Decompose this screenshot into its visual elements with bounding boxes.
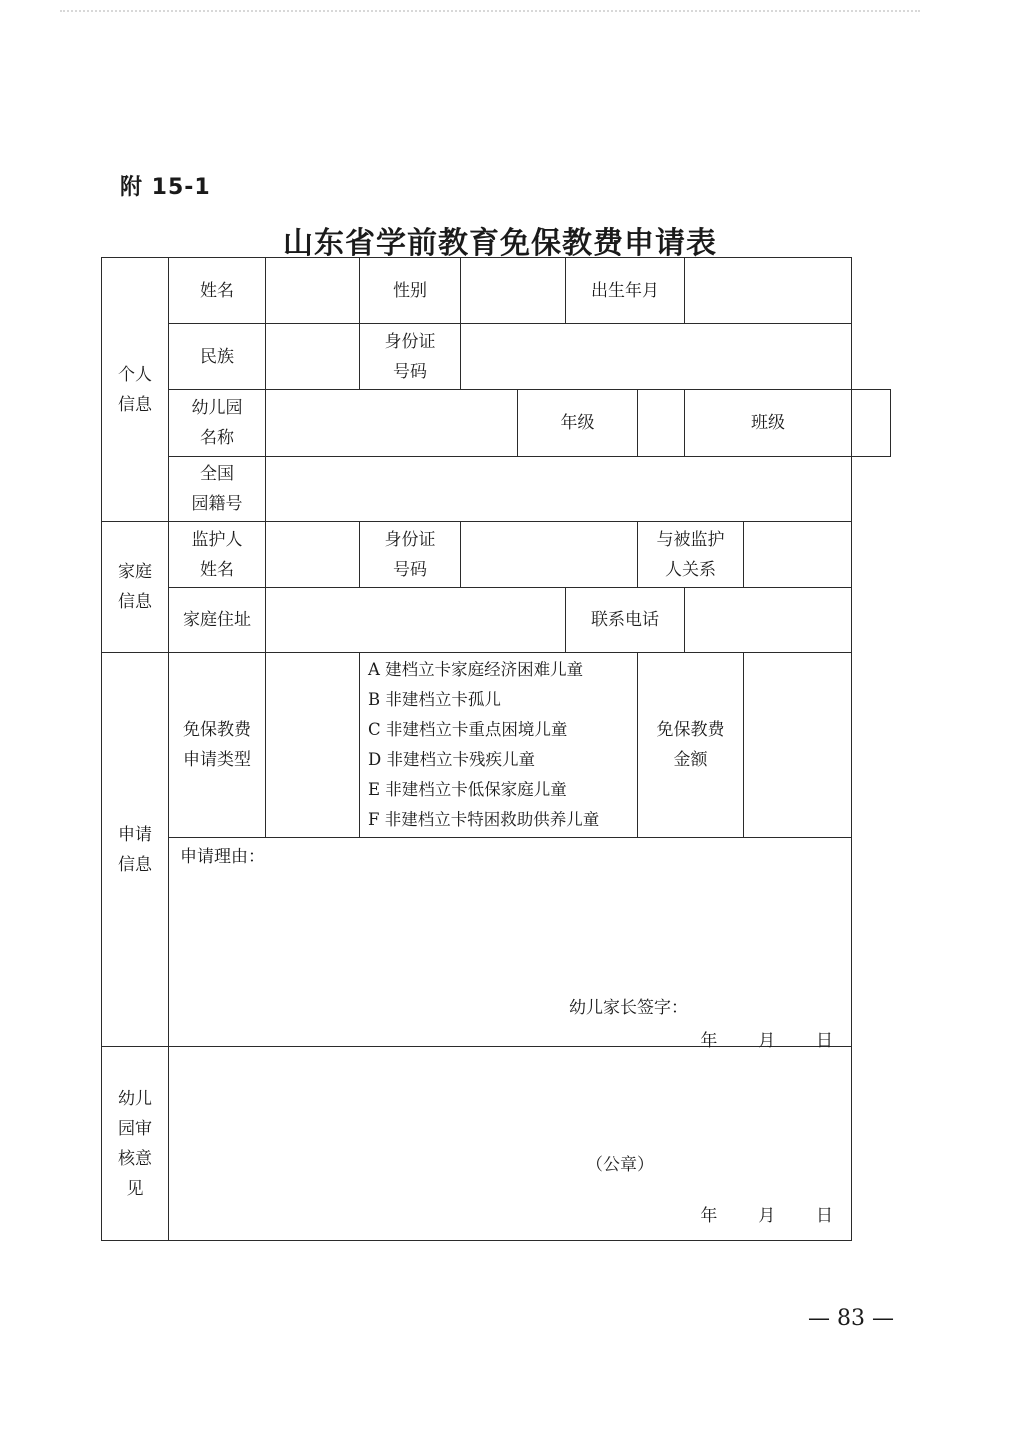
review-opinion-area[interactable] bbox=[169, 1047, 852, 1241]
amount-label-line-1: 免保教费 bbox=[656, 720, 725, 740]
kindergarten-label-line-1: 幼儿园 bbox=[191, 398, 243, 418]
attachment-label: 附 15-1 bbox=[120, 175, 211, 200]
application-type-label bbox=[169, 653, 266, 838]
review-date bbox=[700, 1201, 833, 1231]
amount-label bbox=[638, 653, 744, 838]
application-date-month: 月 bbox=[758, 1031, 776, 1051]
relation-label-line-1: 与被监护 bbox=[656, 529, 725, 550]
personal-section-line-2: 信息 bbox=[118, 394, 152, 415]
type-label-line-1: 免保教费 bbox=[183, 720, 251, 740]
personal-section-line-1: 个人 bbox=[118, 364, 152, 385]
type-option-a: A 建档立卡家庭经济困难儿童 bbox=[368, 660, 584, 679]
relation-field[interactable] bbox=[744, 522, 852, 588]
review-date-year: 年 bbox=[700, 1206, 718, 1226]
type-option-e: E 非建档立卡低保家庭儿童 bbox=[368, 780, 567, 799]
national-id-label bbox=[169, 457, 266, 522]
application-date-day: 日 bbox=[816, 1031, 833, 1051]
child-id-label bbox=[360, 324, 461, 390]
national-id-label-line-2: 园籍号 bbox=[191, 494, 243, 514]
name-field[interactable] bbox=[266, 258, 360, 324]
birth-label: 出生年月 bbox=[566, 258, 685, 324]
guardian-name-label bbox=[169, 522, 266, 588]
application-reason-area[interactable] bbox=[169, 838, 852, 1051]
phone-field[interactable] bbox=[685, 588, 852, 653]
kindergarten-name-label bbox=[169, 390, 266, 457]
child-id-label-line-1: 身份证 bbox=[384, 331, 436, 352]
national-id-label-line-1: 全国 bbox=[200, 464, 234, 484]
phone-label: 联系电话 bbox=[566, 588, 685, 653]
type-option-f: F 非建档立卡特困救助供养儿童 bbox=[368, 810, 600, 829]
name-label: 姓名 bbox=[169, 258, 266, 324]
guardian-id-field[interactable] bbox=[461, 522, 638, 588]
application-type-field[interactable] bbox=[266, 653, 360, 838]
review-section-line-3: 核意 bbox=[118, 1148, 152, 1169]
review-section-line-1: 幼儿 bbox=[118, 1088, 152, 1109]
national-id-field[interactable] bbox=[266, 457, 852, 522]
type-option-b: B 非建档立卡孤儿 bbox=[368, 690, 501, 709]
family-info-section-label bbox=[102, 522, 169, 653]
review-section-label bbox=[102, 1047, 169, 1241]
guardian-id-label bbox=[360, 522, 461, 588]
ethnicity-field[interactable] bbox=[266, 324, 360, 390]
personal-info-section-label bbox=[102, 258, 169, 522]
address-field[interactable] bbox=[266, 588, 566, 653]
grade-label: 年级 bbox=[518, 390, 638, 457]
kindergarten-label-line-2: 名称 bbox=[200, 428, 234, 448]
type-option-d: D 非建档立卡残疾儿童 bbox=[368, 750, 535, 769]
family-section-line-1: 家庭 bbox=[118, 562, 152, 582]
guardian-id-label-line-2: 号码 bbox=[393, 559, 427, 580]
page-top-edge bbox=[60, 10, 920, 18]
review-date-month: 月 bbox=[758, 1206, 776, 1226]
guardian-name-field[interactable] bbox=[266, 522, 360, 588]
parent-signature-label: 幼儿家长签字： bbox=[569, 998, 688, 1018]
child-id-field[interactable] bbox=[461, 324, 852, 390]
relation-label-line-2: 人关系 bbox=[665, 559, 716, 580]
amount-label-line-2: 金额 bbox=[673, 750, 708, 770]
address-label: 家庭住址 bbox=[169, 588, 266, 653]
review-section-line-2: 园审 bbox=[118, 1118, 152, 1139]
family-section-line-2: 信息 bbox=[118, 592, 152, 612]
application-date-year: 年 bbox=[700, 1031, 718, 1051]
birth-field[interactable] bbox=[685, 258, 852, 324]
form-title: 山东省学前教育免保教费申请表 bbox=[283, 226, 717, 261]
application-type-options bbox=[360, 653, 638, 838]
gender-label: 性别 bbox=[360, 258, 461, 324]
type-option-c: C 非建档立卡重点困境儿童 bbox=[368, 720, 568, 739]
application-section-line-1: 申请 bbox=[118, 824, 152, 845]
page-number: — 83 — bbox=[808, 1306, 894, 1331]
class-field[interactable] bbox=[852, 390, 891, 457]
class-label: 班级 bbox=[685, 390, 852, 457]
ethnicity-label: 民族 bbox=[169, 324, 266, 390]
application-section-line-2: 信息 bbox=[118, 854, 152, 875]
child-id-label-line-2: 号码 bbox=[393, 361, 427, 382]
review-section-line-4: 见 bbox=[126, 1178, 144, 1199]
guardian-label-line-1: 监护人 bbox=[191, 529, 243, 550]
application-form-table bbox=[101, 257, 891, 1241]
relation-label bbox=[638, 522, 744, 588]
review-date-day: 日 bbox=[816, 1206, 833, 1226]
guardian-id-label-line-1: 身份证 bbox=[384, 529, 436, 550]
grade-field[interactable] bbox=[638, 390, 685, 457]
official-seal-label: （公章） bbox=[586, 1155, 654, 1175]
type-label-line-2: 申请类型 bbox=[183, 750, 251, 770]
kindergarten-name-field[interactable] bbox=[266, 390, 518, 457]
amount-field[interactable] bbox=[744, 653, 852, 838]
gender-field[interactable] bbox=[461, 258, 566, 324]
reason-label: 申请理由： bbox=[180, 847, 265, 867]
guardian-label-line-2: 姓名 bbox=[200, 559, 234, 580]
application-info-section-label bbox=[102, 653, 169, 1047]
